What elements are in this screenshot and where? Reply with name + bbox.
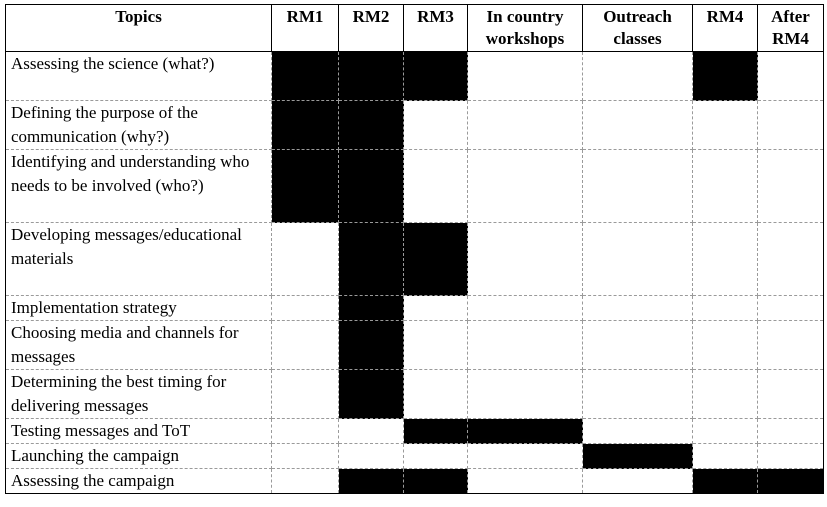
header-topics: Topics <box>6 5 272 52</box>
schedule-cell-rm3 <box>404 150 468 223</box>
schedule-cell-rm1 <box>272 469 339 494</box>
schedule-cell-rm1 <box>272 370 339 419</box>
schedule-cell-rm2 <box>339 444 404 469</box>
schedule-cell-rm1 <box>272 444 339 469</box>
schedule-cell-rm1 <box>272 150 339 223</box>
table-row <box>6 370 824 419</box>
table-row <box>6 296 824 321</box>
schedule-cell-rm3 <box>404 469 468 494</box>
schedule-cell-rm2 <box>339 52 404 101</box>
schedule-table-container <box>5 4 824 494</box>
schedule-cell-rm3 <box>404 52 468 101</box>
schedule-cell-rm2 <box>339 296 404 321</box>
schedule-cell-outreach-classes <box>583 444 693 469</box>
schedule-cell-outreach-classes <box>583 101 693 150</box>
schedule-cell-in-country-workshops <box>468 296 583 321</box>
schedule-cell-after-rm4 <box>758 419 824 444</box>
schedule-cell-in-country-workshops <box>468 444 583 469</box>
schedule-cell-rm1 <box>272 223 339 296</box>
topics-schedule-table <box>5 4 824 494</box>
schedule-cell-rm4 <box>693 150 758 223</box>
table-body <box>6 52 824 494</box>
table-row <box>6 469 824 494</box>
schedule-cell-rm4 <box>693 419 758 444</box>
schedule-cell-outreach-classes <box>583 223 693 296</box>
schedule-cell-in-country-workshops <box>468 370 583 419</box>
table-row <box>6 52 824 101</box>
schedule-cell-after-rm4 <box>758 370 824 419</box>
schedule-cell-rm4 <box>693 321 758 370</box>
schedule-cell-rm4 <box>693 469 758 494</box>
schedule-cell-in-country-workshops <box>468 223 583 296</box>
schedule-cell-in-country-workshops <box>468 321 583 370</box>
schedule-cell-after-rm4 <box>758 101 824 150</box>
schedule-cell-outreach-classes <box>583 321 693 370</box>
schedule-cell-rm4 <box>693 101 758 150</box>
schedule-cell-in-country-workshops <box>468 469 583 494</box>
schedule-cell-rm3 <box>404 321 468 370</box>
table-row <box>6 101 824 150</box>
topic-cell: Determining the best timing for delivering messages <box>6 370 272 419</box>
topic-cell: Assessing the campaign <box>6 469 272 494</box>
topic-cell: Assessing the science (what?) <box>6 52 272 101</box>
header-rm2: RM2 <box>339 5 404 52</box>
table-row <box>6 321 824 370</box>
schedule-cell-in-country-workshops <box>468 101 583 150</box>
schedule-cell-rm4 <box>693 370 758 419</box>
schedule-cell-after-rm4 <box>758 444 824 469</box>
header-in-country-workshops: In country workshops <box>468 5 583 52</box>
schedule-cell-outreach-classes <box>583 150 693 223</box>
schedule-cell-in-country-workshops <box>468 419 583 444</box>
header-rm1: RM1 <box>272 5 339 52</box>
header-outreach-classes: Outreach classes <box>583 5 693 52</box>
schedule-cell-rm2 <box>339 223 404 296</box>
schedule-cell-rm1 <box>272 296 339 321</box>
schedule-cell-rm1 <box>272 321 339 370</box>
topic-cell: Identifying and understanding who needs to be involved (who?) <box>6 150 272 223</box>
schedule-cell-outreach-classes <box>583 469 693 494</box>
topic-cell: Testing messages and ToT <box>6 419 272 444</box>
schedule-cell-after-rm4 <box>758 469 824 494</box>
schedule-cell-rm2 <box>339 419 404 444</box>
schedule-cell-rm1 <box>272 419 339 444</box>
topic-cell: Implementation strategy <box>6 296 272 321</box>
schedule-cell-rm3 <box>404 296 468 321</box>
schedule-cell-rm4 <box>693 296 758 321</box>
schedule-cell-rm2 <box>339 321 404 370</box>
schedule-cell-in-country-workshops <box>468 52 583 101</box>
header-rm4: RM4 <box>693 5 758 52</box>
schedule-cell-after-rm4 <box>758 52 824 101</box>
topic-cell: Choosing media and channels for messages <box>6 321 272 370</box>
schedule-cell-after-rm4 <box>758 296 824 321</box>
schedule-cell-rm4 <box>693 52 758 101</box>
schedule-cell-after-rm4 <box>758 223 824 296</box>
schedule-cell-outreach-classes <box>583 296 693 321</box>
table-row <box>6 223 824 296</box>
topic-cell: Developing messages/educational materials <box>6 223 272 296</box>
topic-cell: Defining the purpose of the communication (why?) <box>6 101 272 150</box>
table-row <box>6 419 824 444</box>
header-rm3: RM3 <box>404 5 468 52</box>
schedule-cell-rm2 <box>339 370 404 419</box>
schedule-cell-rm3 <box>404 223 468 296</box>
topic-cell: Launching the campaign <box>6 444 272 469</box>
schedule-cell-rm2 <box>339 150 404 223</box>
schedule-cell-rm3 <box>404 444 468 469</box>
schedule-cell-rm4 <box>693 444 758 469</box>
schedule-cell-rm3 <box>404 419 468 444</box>
header-after-rm4: After RM4 <box>758 5 824 52</box>
schedule-cell-rm2 <box>339 469 404 494</box>
schedule-cell-in-country-workshops <box>468 150 583 223</box>
schedule-cell-outreach-classes <box>583 419 693 444</box>
schedule-cell-rm1 <box>272 52 339 101</box>
schedule-cell-rm2 <box>339 101 404 150</box>
schedule-cell-rm1 <box>272 101 339 150</box>
table-row <box>6 150 824 223</box>
schedule-cell-outreach-classes <box>583 52 693 101</box>
schedule-cell-rm3 <box>404 370 468 419</box>
table-row <box>6 444 824 469</box>
schedule-cell-rm3 <box>404 101 468 150</box>
schedule-cell-outreach-classes <box>583 370 693 419</box>
schedule-cell-after-rm4 <box>758 150 824 223</box>
schedule-cell-after-rm4 <box>758 321 824 370</box>
schedule-cell-rm4 <box>693 223 758 296</box>
header-row <box>6 5 824 52</box>
